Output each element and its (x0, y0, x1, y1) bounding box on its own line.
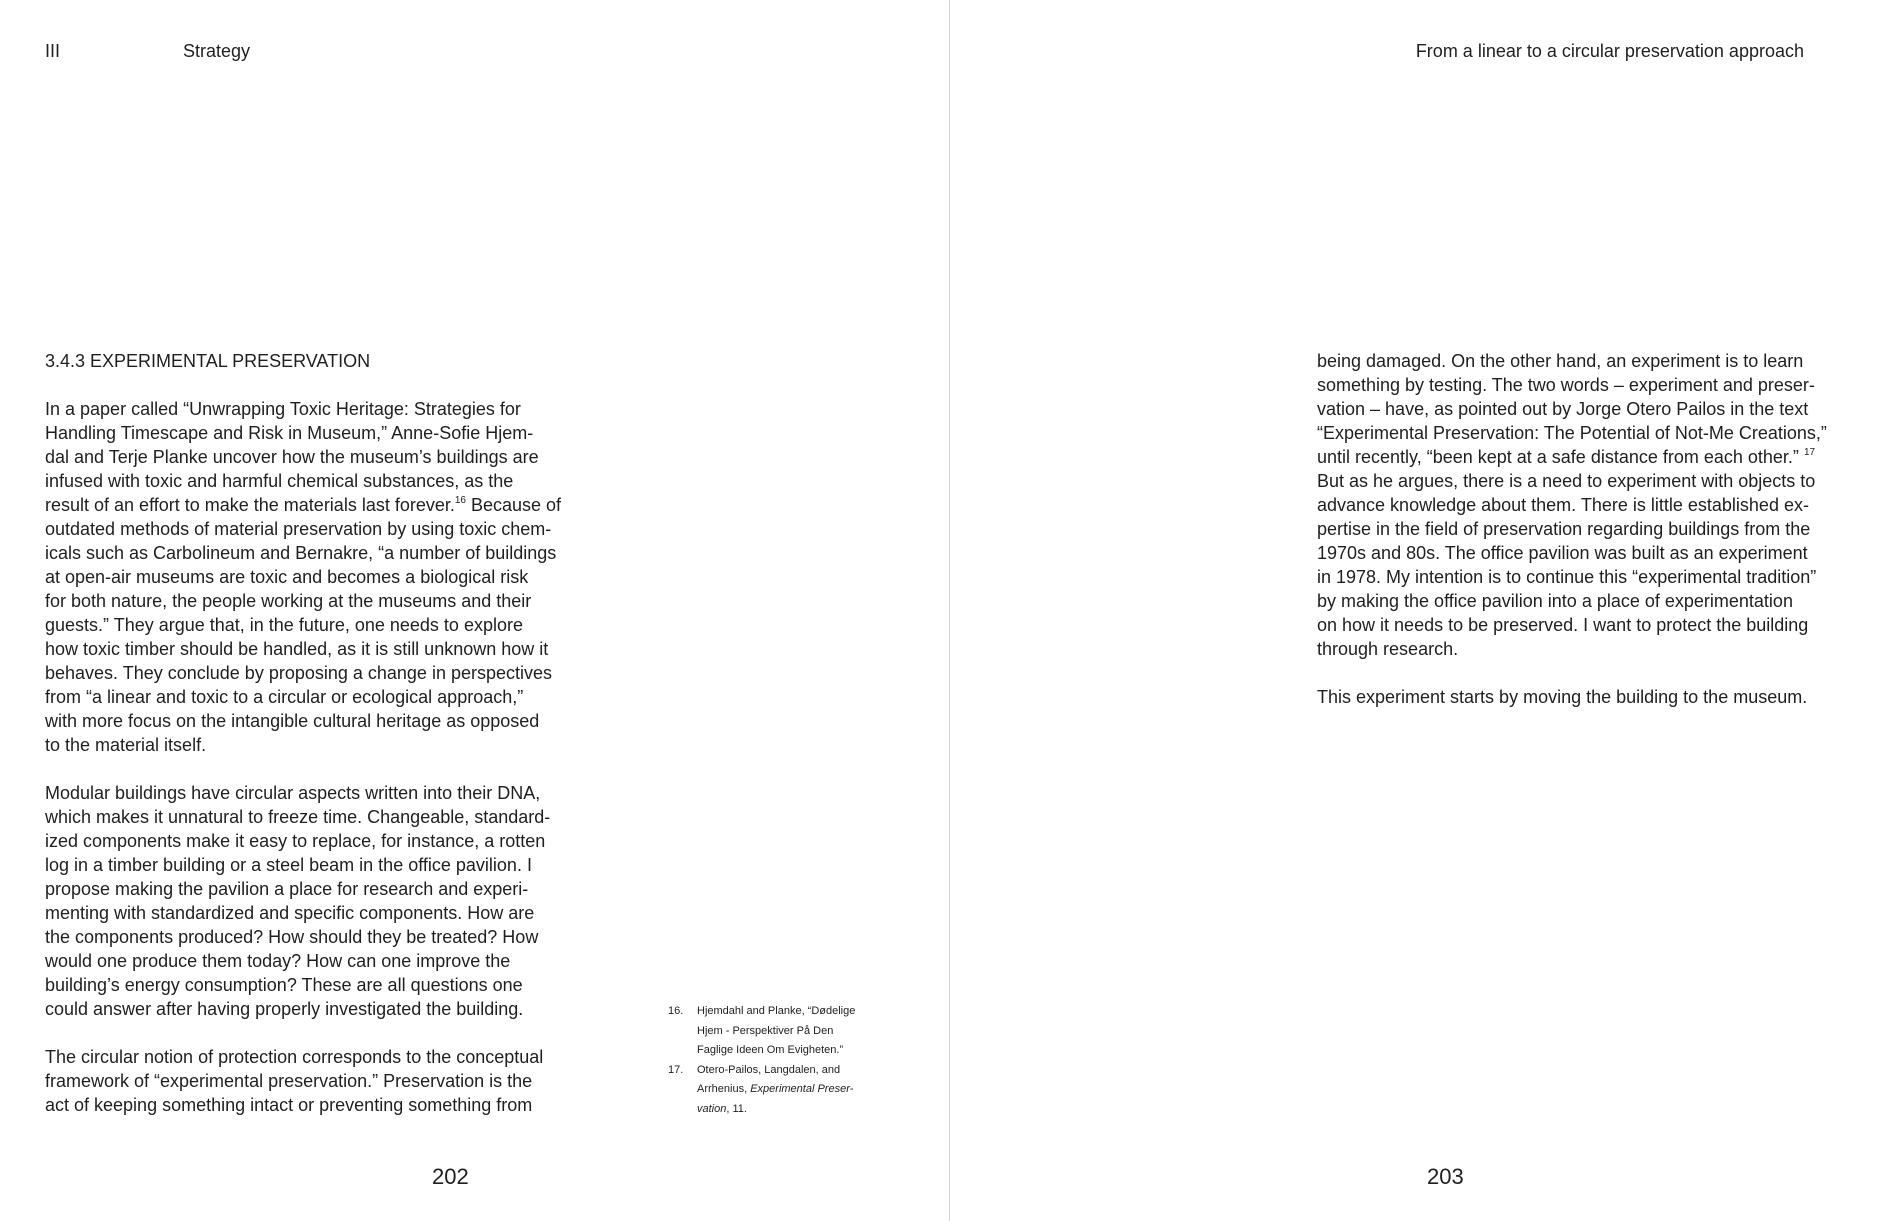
section-heading: 3.4.3 EXPERIMENTAL PRESERVATION (45, 351, 371, 371)
footnote-line: Faglige Ideen Om Evigheten.” (697, 1044, 844, 1056)
footnote-line (697, 1080, 878, 1100)
text-line: advance knowledge about them. There is little established ex- (1317, 495, 1809, 515)
right-body-text (1317, 349, 1897, 709)
footnote-line: Otero-Pailos, Langdalen, and (697, 1063, 841, 1076)
text-line: something by testing. The two words – experiment and preser- (1317, 375, 1815, 395)
text-line: In a paper called “Unwrapping Toxic Heritage: Strategies for (45, 399, 521, 419)
page-number-right: 203 (1427, 1164, 1464, 1189)
text-line: log in a timber building or a steel beam in the office pavilion. I (45, 855, 532, 875)
footnote-text (697, 1061, 878, 1120)
text-line: act of keeping something intact or preventing something from (45, 1095, 533, 1115)
text-line: icals such as Carbolineum and Bernakre, “a number of buildings (45, 543, 557, 563)
text-line: the components produced? How should they be treated? How (45, 927, 539, 947)
text-line: which makes it unnatural to freeze time. Changeable, standard- (45, 807, 551, 827)
text-line: “Experimental Preservation: The Potential of Not-Me Creations,” (1317, 423, 1827, 443)
text-line: in 1978. My intention is to continue this “experimental tradition” (1317, 567, 1817, 587)
text-line: from “a linear and toxic to a circular or ecological approach,” (45, 687, 524, 707)
text-line: pertise in the field of preservation regarding buildings from the (1317, 519, 1811, 539)
text-line: guests.” They argue that, in the future, one needs to explore (45, 615, 523, 635)
text-line: dal and Terje Planke uncover how the museum’s buildings are (45, 447, 539, 467)
text-line: for both nature, the people working at the museums and their (45, 591, 532, 611)
text-line: Handling Timescape and Risk in Museum,” Anne-Sofie Hjem- (45, 423, 534, 443)
footnote-reference-16: 16 (454, 495, 466, 506)
text-line: to the material itself. (45, 735, 207, 755)
text-line-part: result of an effort to make the materials last forever. (45, 495, 455, 515)
text-line: vation – have, as pointed out by Jorge Otero Pailos in the text (1317, 399, 1809, 419)
footnotes (668, 1002, 878, 1119)
text-line-part: until recently, “been kept at a safe distance from each other.” (1317, 447, 1799, 467)
paragraph-modular-buildings (45, 781, 605, 1021)
page-number-left: 202 (432, 1164, 469, 1189)
running-header-section: Strategy (183, 41, 251, 61)
footnote-reference-17: 17 (1803, 447, 1816, 458)
text-line (45, 493, 605, 517)
text-line: ized components make it easy to replace, for instance, a rotten (45, 831, 546, 851)
footnote-title-italic: vation (697, 1102, 727, 1115)
text-line-part: Because of (466, 495, 562, 515)
text-line: The circular notion of protection corresponds to the conceptual (45, 1047, 544, 1067)
footnote-text-part: Arrhenius, (697, 1083, 751, 1095)
text-line: being damaged. On the other hand, an experiment is to learn (1317, 351, 1804, 371)
text-line: propose making the pavilion a place for research and experi- (45, 879, 529, 899)
footnote-line: Hjem - Perspektiver På Den (697, 1024, 834, 1037)
text-line: 1970s and 80s. The office pavilion was built as an experiment (1317, 543, 1808, 563)
text-line: how toxic timber should be handled, as it is still unknown how it (45, 639, 549, 659)
running-header-part-number: III (45, 41, 61, 61)
footnote-number: 17. (668, 1063, 684, 1076)
footnote-number: 16. (668, 1005, 684, 1017)
paragraph-circular-notion (45, 1045, 605, 1117)
text-line: menting with standardized and specific components. How are (45, 903, 535, 923)
paragraph-experiment-definition (1317, 349, 1897, 661)
text-line: framework of “experimental preservation.” Preservation is the (45, 1071, 533, 1091)
text-line: could answer after having properly investigated the building. (45, 999, 524, 1019)
footnote-line (697, 1100, 878, 1120)
text-line: outdated methods of material preservation by using toxic chem- (45, 519, 552, 539)
text-line: building’s energy consumption? These are all questions one (45, 975, 523, 995)
text-line: Modular buildings have circular aspects written into their DNA, (45, 783, 541, 803)
footnote-text (697, 1002, 878, 1061)
left-body-text (45, 397, 605, 1117)
footnote-text-part: , 11. (726, 1102, 747, 1115)
text-line: This experiment starts by moving the building to the museum. (1317, 687, 1808, 707)
text-line: But as he argues, there is a need to experiment with objects to (1317, 471, 1816, 491)
running-header-chapter-title: From a linear to a circular preservation approach (1415, 41, 1804, 61)
footnote-title-italic: Experimental Preser- (750, 1083, 854, 1095)
footnote-line: Hjemdahl and Planke, “Dødelige (697, 1005, 856, 1017)
paragraph-toxic-heritage (45, 397, 605, 757)
text-line: with more focus on the intangible cultural heritage as opposed (45, 711, 540, 731)
text-line: on how it needs to be preserved. I want to protect the building (1317, 615, 1809, 635)
paragraph-experiment-starts (1317, 685, 1897, 709)
text-line (1317, 445, 1897, 469)
text-line: behaves. They conclude by proposing a change in perspectives (45, 663, 552, 683)
text-line: through research. (1317, 639, 1459, 659)
footnote-17 (668, 1061, 878, 1120)
text-line: by making the office pavilion into a place of experimentation (1317, 591, 1793, 611)
text-line: infused with toxic and harmful chemical substances, as the (45, 471, 514, 491)
footnote-16 (668, 1002, 878, 1061)
text-line: at open-air museums are toxic and becomes a biological risk (45, 567, 529, 587)
text-line: would one produce them today? How can one improve the (45, 951, 511, 971)
